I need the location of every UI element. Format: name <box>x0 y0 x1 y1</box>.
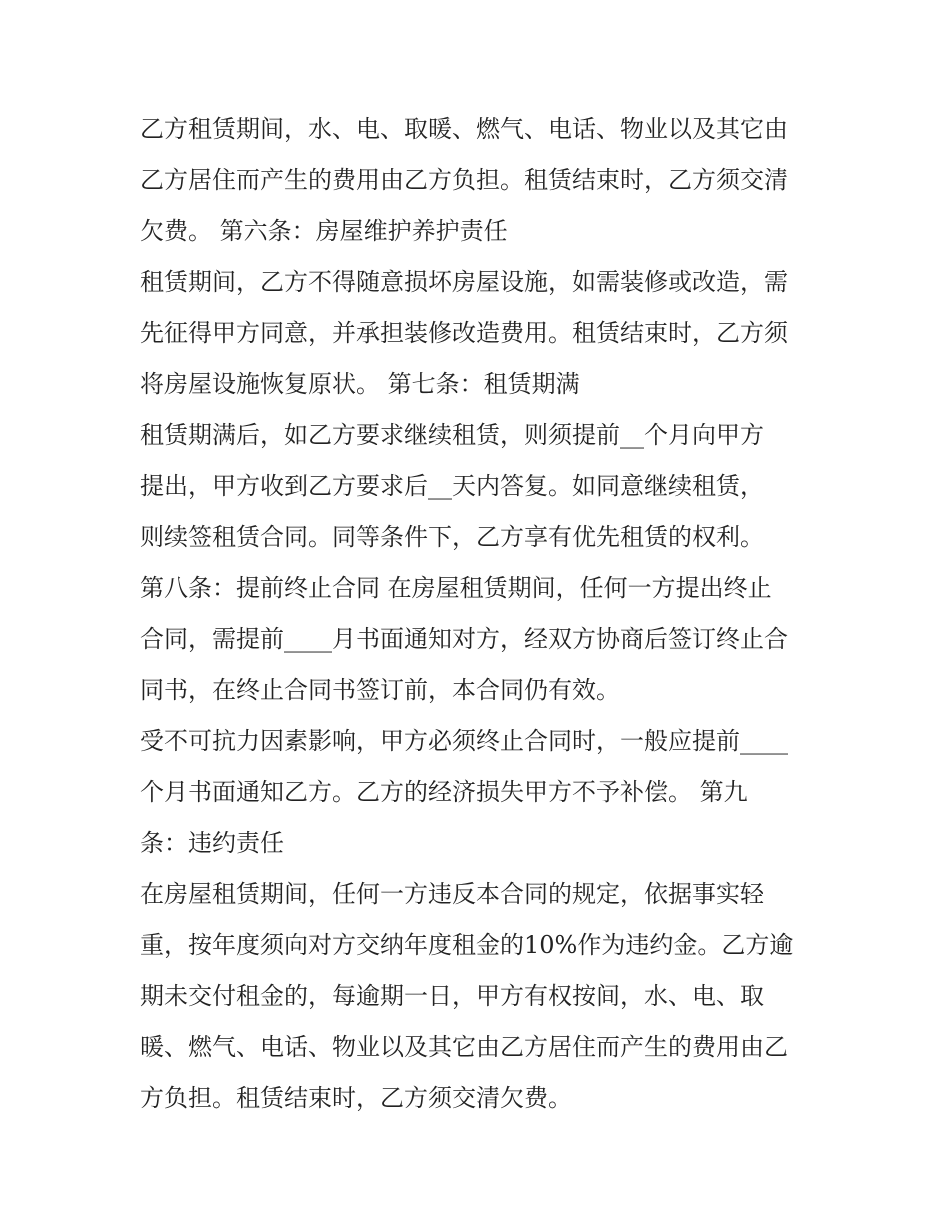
text-line: 欠费。 第六条：房屋维护养护责任 <box>140 217 508 245</box>
text-line: 乙方租赁期间，水、电、取暖、燃气、电话、物业以及其它由 <box>140 115 788 143</box>
text-line: 方负担。租赁结束时，乙方须交清欠费。 <box>140 1084 572 1112</box>
text-line: 则续签租赁合同。同等条件下，乙方享有优先租赁的权利。 <box>140 523 764 551</box>
contract-body-text <box>140 104 820 1124</box>
text-line: 受不可抗力因素影响，甲方必须终止合同时，一般应提前____ <box>140 727 788 755</box>
text-line: 期未交付租金的，每逾期一日，甲方有权按间，水、电、取 <box>140 982 764 1010</box>
text-line: 提出，甲方收到乙方要求后__天内答复。如同意继续租赁， <box>140 472 764 500</box>
text-line: 先征得甲方同意，并承担装修改造费用。租赁结束时，乙方须 <box>140 319 788 347</box>
text-line: 在房屋租赁期间，任何一方违反本合同的规定，依据事实轻 <box>140 880 764 908</box>
text-line: 重，按年度须向对方交纳年度租金的10%作为违约金。乙方逾 <box>140 931 794 959</box>
text-line: 租赁期满后，如乙方要求继续租赁，则须提前__个月向甲方 <box>140 421 764 449</box>
text-line: 同书，在终止合同书签订前，本合同仍有效。 <box>140 676 620 704</box>
text-line: 条：违约责任 <box>140 829 284 857</box>
text-line: 合同，需提前____月书面通知对方，经双方协商后签订终止合 <box>140 625 788 653</box>
text-line: 第八条：提前终止合同 在房屋租赁期间，任何一方提出终止 <box>140 574 772 602</box>
text-line: 乙方居住而产生的费用由乙方负担。租赁结束时，乙方须交清 <box>140 166 788 194</box>
text-line: 将房屋设施恢复原状。 第七条：租赁期满 <box>140 370 580 398</box>
text-line: 租赁期间，乙方不得随意损坏房屋设施，如需装修或改造，需 <box>140 268 788 296</box>
text-line: 暖、燃气、电话、物业以及其它由乙方居住而产生的费用由乙 <box>140 1033 788 1061</box>
text-line: 个月书面通知乙方。乙方的经济损失甲方不予补偿。 第九 <box>140 778 748 806</box>
